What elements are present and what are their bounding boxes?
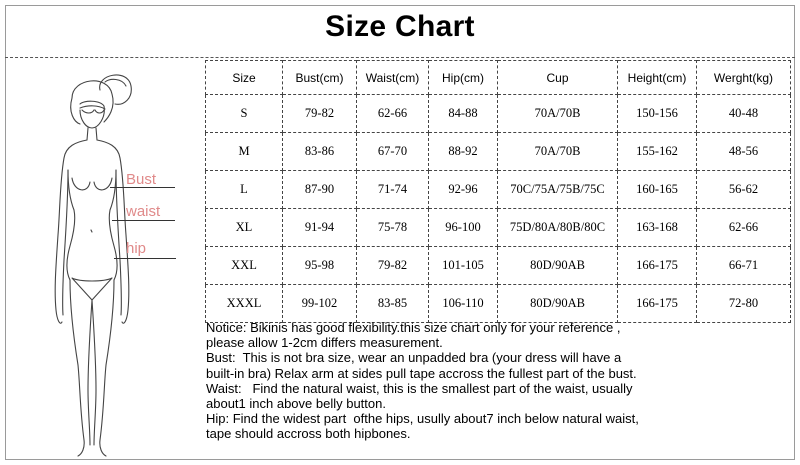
cell-hip: 84-88: [429, 95, 498, 133]
cell-height: 160-165: [618, 171, 697, 209]
header-waist: Waist(cm): [357, 61, 429, 95]
cell-bust: 87-90: [283, 171, 357, 209]
waist-label: waist: [126, 203, 161, 220]
notice-line-1: Notice: Bikinis has good flexibility.this size chart only for your reference ,: [206, 320, 621, 335]
waist-note-line-2: about1 inch above belly button.: [206, 396, 386, 412]
cell-cup: 75D/80A/80B/80C: [498, 209, 618, 247]
cell-waist: 75-78: [357, 209, 429, 247]
cell-weight: 56-62: [697, 171, 791, 209]
cell-hip: 88-92: [429, 133, 498, 171]
cell-cup: 70A/70B: [498, 95, 618, 133]
cell-size: XL: [206, 209, 283, 247]
cell-size: M: [206, 133, 283, 171]
waist-leader-line: [112, 220, 175, 221]
cell-hip: 96-100: [429, 209, 498, 247]
cell-weight: 62-66: [697, 209, 791, 247]
hip-note-line-1: Hip: Find the widest part ofthe hips, usully about7 inch below natural waist,: [206, 411, 639, 427]
cell-bust: 99-102: [283, 285, 357, 323]
table-header-row: [206, 61, 791, 95]
table-row: [206, 171, 791, 209]
page-title: Size Chart: [325, 10, 475, 43]
cell-bust: 83-86: [283, 133, 357, 171]
cell-cup: 80D/90AB: [498, 247, 618, 285]
header-cup: Cup: [498, 61, 618, 95]
measurement-notes: [206, 320, 790, 442]
notice-line-2: please allow 1-2cm differs measurement.: [206, 335, 443, 351]
waist-note-line-1: Waist: Find the natural waist, this is the smallest part of the waist, usually: [206, 380, 633, 396]
size-table: [205, 60, 791, 323]
cell-height: 163-168: [618, 209, 697, 247]
cell-hip: 101-105: [429, 247, 498, 285]
header-bust: Bust(cm): [283, 61, 357, 95]
cell-cup: 70C/75A/75B/75C: [498, 171, 618, 209]
header-size: Size: [206, 61, 283, 95]
cell-waist: 67-70: [357, 133, 429, 171]
table-row: [206, 285, 791, 323]
cell-bust: 95-98: [283, 247, 357, 285]
cell-size: S: [206, 95, 283, 133]
hip-note-line-2: tape should accross both hipbones.: [206, 426, 411, 442]
cell-size: L: [206, 171, 283, 209]
cell-hip: 106-110: [429, 285, 498, 323]
bust-label: Bust: [126, 171, 157, 188]
cell-hip: 92-96: [429, 171, 498, 209]
title-divider: [5, 57, 795, 58]
header-hip: Hip(cm): [429, 61, 498, 95]
cell-cup: 80D/90AB: [498, 285, 618, 323]
cell-weight: 40-48: [697, 95, 791, 133]
cell-waist: 83-85: [357, 285, 429, 323]
cell-height: 166-175: [618, 285, 697, 323]
header-weight: Werght(kg): [697, 61, 791, 95]
hip-leader-line: [114, 258, 176, 259]
hip-label: hip: [126, 240, 147, 257]
cell-waist: 71-74: [357, 171, 429, 209]
cell-waist: 62-66: [357, 95, 429, 133]
table-row: [206, 133, 791, 171]
table-row: [206, 209, 791, 247]
cell-height: 155-162: [618, 133, 697, 171]
bust-note-line-1: Bust: This is not bra size, wear an unpadded bra (your dress will have a: [206, 350, 622, 366]
cell-waist: 79-82: [357, 247, 429, 285]
cell-size: XXL: [206, 247, 283, 285]
table-row: [206, 247, 791, 285]
cell-weight: 66-71: [697, 247, 791, 285]
cell-size: XXXL: [206, 285, 283, 323]
cell-bust: 79-82: [283, 95, 357, 133]
cell-cup: 70A/70B: [498, 133, 618, 171]
body-figure: [0, 60, 205, 460]
cell-height: 150-156: [618, 95, 697, 133]
table-row: [206, 95, 791, 133]
cell-height: 166-175: [618, 247, 697, 285]
cell-weight: 48-56: [697, 133, 791, 171]
bust-leader-line: [110, 187, 175, 188]
header-height: Height(cm): [618, 61, 697, 95]
woman-silhouette-icon: [0, 60, 205, 460]
bust-note-line-2: built-in bra) Relax arm at sides pull tape accross the fullest part of the bust.: [206, 365, 637, 381]
cell-weight: 72-80: [697, 285, 791, 323]
cell-bust: 91-94: [283, 209, 357, 247]
